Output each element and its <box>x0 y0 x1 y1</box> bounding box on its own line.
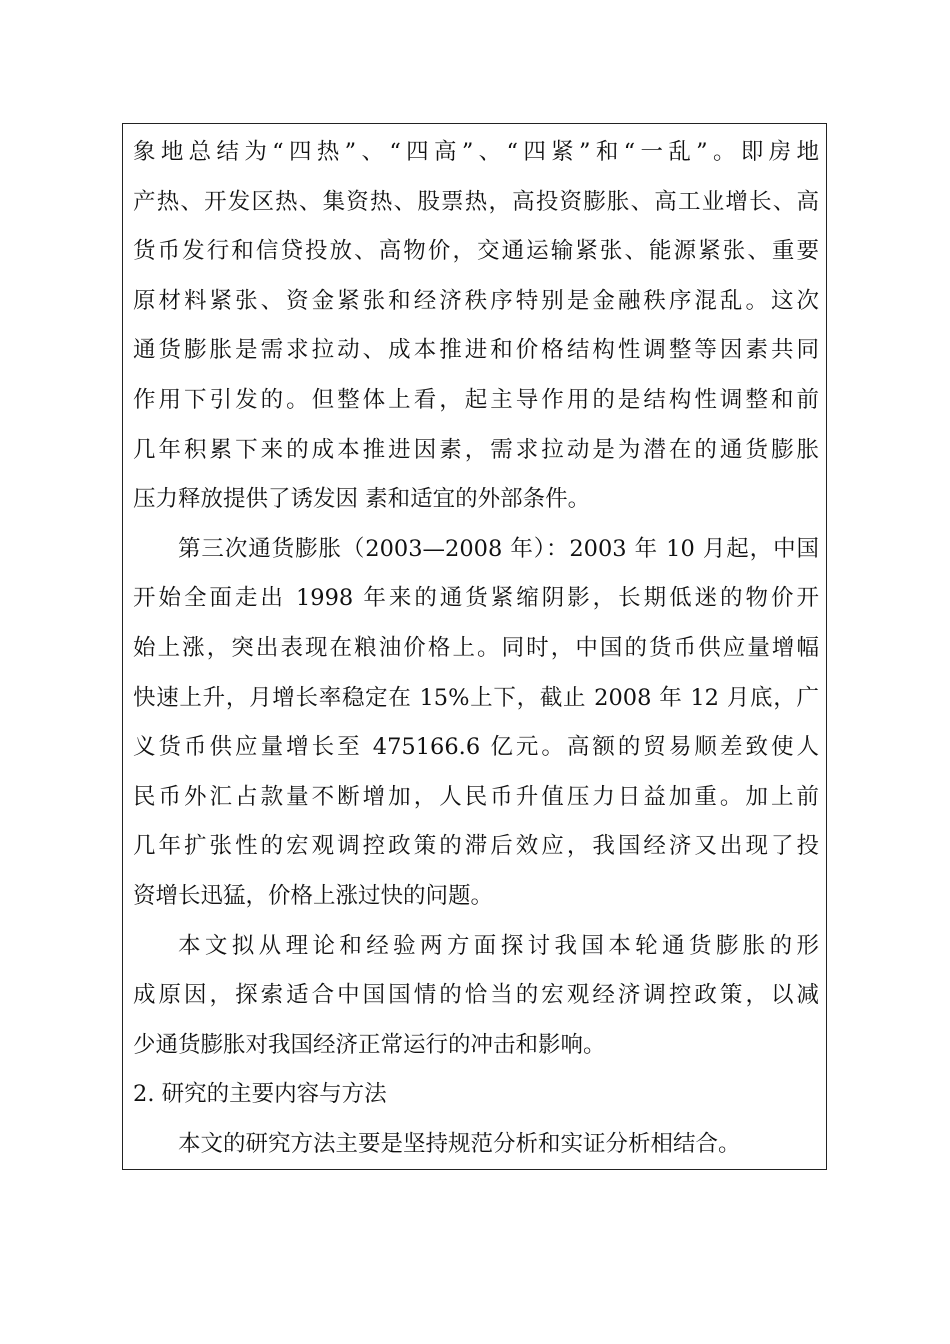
document-body <box>133 128 819 1169</box>
text-line: 资增长迅猛，价格上涨过快的问题。 <box>133 882 494 909</box>
text-line: 产热、开发区热、集资热、股票热，高投资膨胀、高工业增长、高 <box>133 188 819 215</box>
text-line: 始上涨，突出表现在粮油价格上。同时，中国的货币供应量增幅 <box>133 634 819 661</box>
text-line: 开始全面走出 1998 年来的通货紧缩阴影，长期低迷的物价开 <box>133 585 819 612</box>
text-line: 民币外汇占款量不断增加，人民币升值压力日益加重。加上前 <box>133 783 819 810</box>
text-line: 本文的研究方法主要是坚持规范分析和实证分析相结合。 <box>178 1130 741 1157</box>
text-line: 几年积累下来的成本推进因素，需求拉动是为潜在的通货膨胀 <box>133 436 819 463</box>
text-line: 本文拟从理论和经验两方面探讨我国本轮通货膨胀的形 <box>178 932 819 959</box>
text-line: 作用下引发的。但整体上看，起主导作用的是结构性调整和前 <box>133 386 819 413</box>
text-line: 通货膨胀是需求拉动、成本推进和价格结构性调整等因素共同 <box>133 337 819 364</box>
text-line: 成原因，探索适合中国国情的恰当的宏观经济调控政策，以减 <box>133 982 819 1009</box>
text-line: 货币发行和信贷投放、高物价，交通运输紧张、能源紧张、重要 <box>133 238 819 265</box>
text-line: 快速上升，月增长率稳定在 15%上下，截止 2008 年 12 月底，广 <box>133 684 819 711</box>
text-line: 几年扩张性的宏观调控政策的滞后效应，我国经济又出现了投 <box>133 833 819 860</box>
document-frame <box>122 123 827 1170</box>
text-line: 原材料紧张、资金紧张和经济秩序特别是金融秩序混乱。这次 <box>133 287 819 314</box>
text-line: 第三次通货膨胀（2003—2008 年）：2003 年 10 月起，中国 <box>178 535 819 562</box>
text-line: 象地总结为“四热”、“四高”、“四紧”和“一乱”。即房地 <box>133 139 819 165</box>
text-line: 少通货膨胀对我国经济正常运行的冲击和影响。 <box>133 1031 606 1058</box>
text-line: 压力释放提供了诱发因 素和适宜的外部条件。 <box>133 486 591 513</box>
text-line: 2. 研究的主要内容与方法 <box>133 1081 387 1108</box>
text-line: 义货币供应量增长至 475166.6 亿元。高额的贸易顺差致使人 <box>133 734 819 761</box>
